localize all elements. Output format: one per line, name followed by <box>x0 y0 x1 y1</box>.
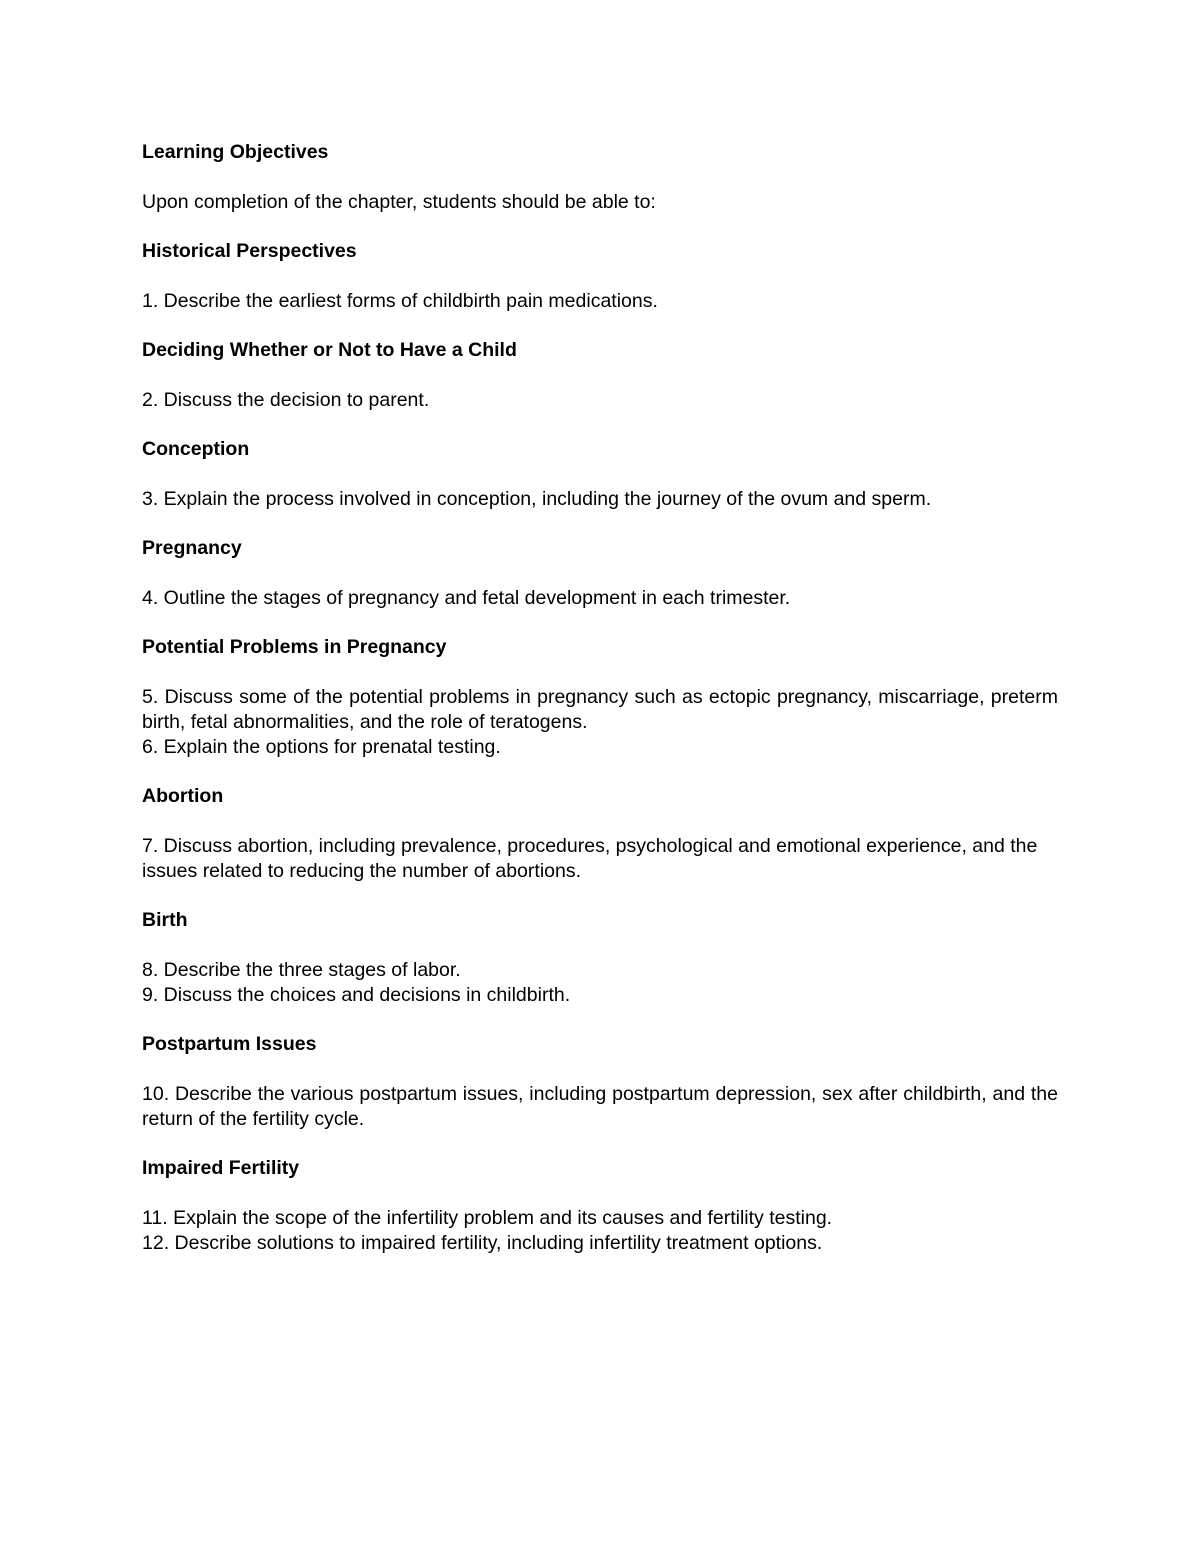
objective-1: 1. Describe the earliest forms of childbirth pain medications. <box>142 289 658 312</box>
objective-2: 2. Discuss the decision to parent. <box>142 388 430 411</box>
section-heading-deciding-to-have-child: Deciding Whether or Not to Have a Child <box>142 339 517 361</box>
objective-3: 3. Explain the process involved in conception, including the journey of the ovum and sperm. <box>142 487 932 510</box>
section-heading-pregnancy: Pregnancy <box>142 537 242 559</box>
document-page <box>142 140 1058 1256</box>
objective-7: 7. Discuss abortion, including prevalence, procedures, psychological and emotional experience, and the issues related to reducing the number of abortions. <box>142 834 1038 882</box>
section-heading-birth: Birth <box>142 909 188 931</box>
section-heading-postpartum-issues: Postpartum Issues <box>142 1033 317 1055</box>
objective-11: 11. Explain the scope of the infertility problem and its causes and fertility testing. <box>142 1206 833 1229</box>
objective-10: 10. Describe the various postpartum issues, including postpartum depression, sex after childbirth, and the return of the fertility cycle. <box>142 1082 1058 1130</box>
section-heading-potential-problems: Potential Problems in Pregnancy <box>142 636 447 658</box>
section-heading-impaired-fertility: Impaired Fertility <box>142 1157 300 1179</box>
intro-text: Upon completion of the chapter, students should be able to: <box>142 190 656 213</box>
objective-5: 5. Discuss some of the potential problems in pregnancy such as ectopic pregnancy, miscarriage, preterm birth, fetal abnormalities, and the role of teratogens. <box>142 685 1058 733</box>
objective-9: 9. Discuss the choices and decisions in childbirth. <box>142 983 571 1006</box>
objective-12: 12. Describe solutions to impaired fertility, including infertility treatment options. <box>142 1231 823 1254</box>
objective-8: 8. Describe the three stages of labor. <box>142 958 461 981</box>
section-heading-abortion: Abortion <box>142 785 224 807</box>
section-heading-conception: Conception <box>142 438 250 460</box>
section-heading-historical-perspectives: Historical Perspectives <box>142 240 357 262</box>
objective-4: 4. Outline the stages of pregnancy and fetal development in each trimester. <box>142 586 791 609</box>
page-title: Learning Objectives <box>142 141 329 163</box>
objective-6: 6. Explain the options for prenatal testing. <box>142 735 501 758</box>
